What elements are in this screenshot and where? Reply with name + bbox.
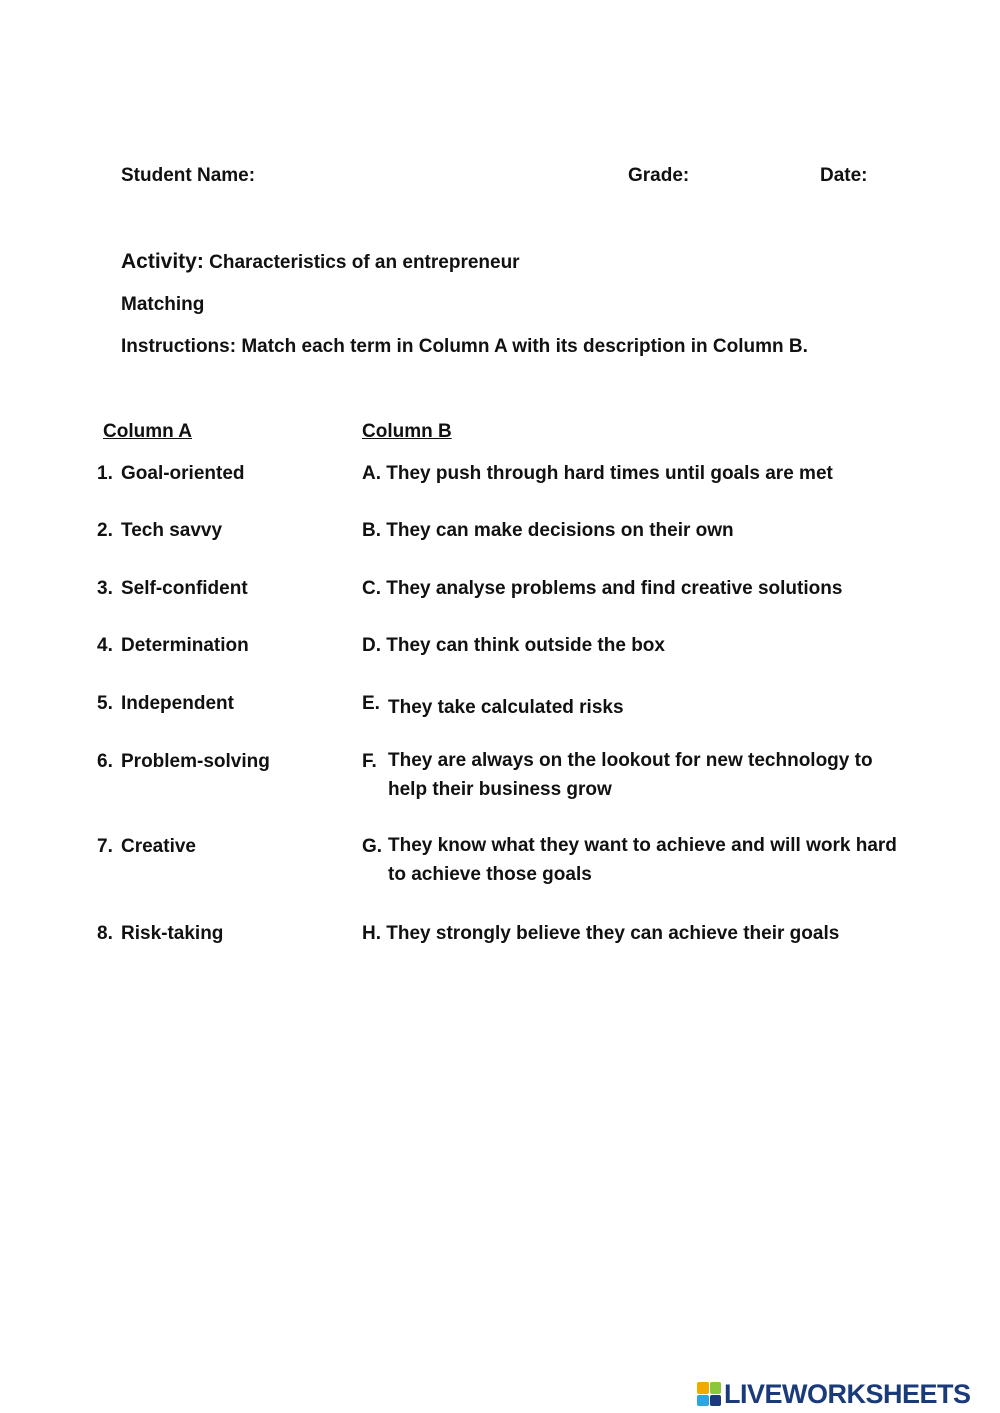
logo-square xyxy=(710,1382,722,1394)
description-letter: D. xyxy=(362,635,381,656)
description xyxy=(362,578,842,600)
description-letter: B. xyxy=(362,520,381,541)
description-text: They know what they want to achieve and will work hard to achieve those goals xyxy=(388,835,897,885)
description xyxy=(362,520,734,542)
date-label: Date: xyxy=(820,165,868,186)
term-number: 5. xyxy=(97,693,113,714)
description-text: They can make decisions on their own xyxy=(386,520,734,541)
liveworksheets-logo-icon xyxy=(697,1382,721,1406)
column-b-heading: Column B xyxy=(362,421,452,442)
term-number: 4. xyxy=(97,635,113,656)
logo-square xyxy=(710,1395,722,1407)
term: Tech savvy xyxy=(121,520,223,541)
description-text: They take calculated risks xyxy=(388,697,624,718)
instructions: Instructions: Match each term in Column A with its description in Column B. xyxy=(121,336,808,357)
description-letter: A. xyxy=(362,463,381,484)
description xyxy=(362,635,665,657)
description-letter: E. xyxy=(362,693,380,714)
term: Risk-taking xyxy=(121,923,224,944)
column-a-heading: Column A xyxy=(103,421,193,442)
term-number: 3. xyxy=(97,578,113,599)
description-letter: G. xyxy=(362,836,383,857)
term: Creative xyxy=(121,836,196,857)
student-name-label: Student Name: xyxy=(121,165,256,186)
description-text: They analyse problems and find creative solutions xyxy=(386,578,843,599)
liveworksheets-logo[interactable] xyxy=(697,1377,971,1411)
term-number: 1. xyxy=(97,463,113,484)
description-text: They can think outside the box xyxy=(386,635,665,656)
term: Goal-oriented xyxy=(121,463,245,484)
activity-title: Characteristics of an entrepreneur xyxy=(209,252,520,273)
term: Problem-solving xyxy=(121,751,270,772)
term-number: 2. xyxy=(97,520,113,541)
description-text: They push through hard times until goals are met xyxy=(386,463,833,484)
term: Self-confident xyxy=(121,578,248,599)
activity-line xyxy=(121,250,520,274)
term: Independent xyxy=(121,693,234,714)
description-text: They are always on the lookout for new technology to help their business grow xyxy=(388,750,873,800)
description-text: They strongly believe they can achieve their goals xyxy=(386,923,840,944)
description-letter: H. xyxy=(362,923,381,944)
logo-text: LIVEWORKSHEETS xyxy=(724,1378,971,1409)
section-title: Matching xyxy=(121,294,205,315)
logo-square xyxy=(697,1382,709,1394)
term: Determination xyxy=(121,635,249,656)
logo-square xyxy=(697,1395,709,1407)
activity-label: Activity: xyxy=(121,250,204,273)
term-number: 8. xyxy=(97,923,113,944)
description-letter: C. xyxy=(362,578,381,599)
term-number: 6. xyxy=(97,751,113,772)
description xyxy=(362,463,833,485)
description-letter: F. xyxy=(362,751,377,772)
description xyxy=(362,923,839,945)
grade-label: Grade: xyxy=(628,165,690,186)
term-number: 7. xyxy=(97,836,113,857)
